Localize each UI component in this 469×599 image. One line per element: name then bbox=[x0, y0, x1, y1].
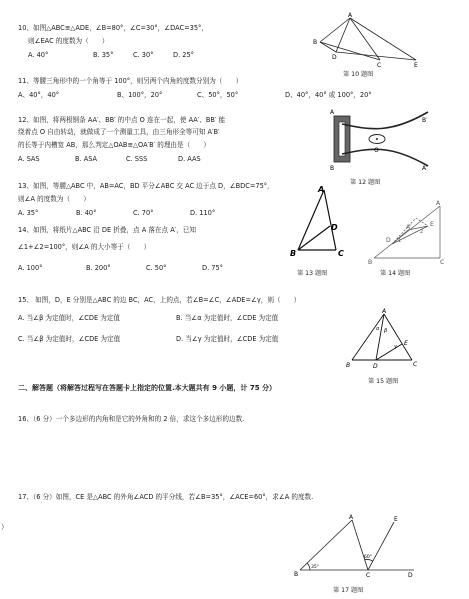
q17-label-d: D bbox=[408, 572, 413, 579]
q14-option-c: C. 50° bbox=[146, 264, 167, 272]
q11-line1: 11、等腰三角形中的一个角等于 100°，则另两个内角的度数分别为（ ） bbox=[18, 77, 243, 85]
q12-option-d: D. AAS bbox=[178, 155, 201, 163]
q17-label-e: E bbox=[394, 516, 398, 523]
q12-label-bprime: B′ bbox=[422, 117, 428, 124]
q13-option-a: A. 35° bbox=[18, 209, 39, 217]
q10-label-d: D bbox=[332, 54, 337, 61]
q13-label-a: A bbox=[318, 185, 325, 194]
q13-figure bbox=[288, 186, 348, 258]
q13-option-c: C. 70° bbox=[133, 209, 154, 217]
q13-option-b: B. 40° bbox=[76, 209, 97, 217]
q15-label-beta: β bbox=[384, 328, 388, 334]
q13-line1: 13、如图，等腰△ABC 中，AB=AC，BD 平分∠ABC 交 AC 边于点 D，∠BDC=75°， bbox=[18, 182, 274, 190]
q12-label-b: B bbox=[330, 165, 335, 172]
q15-label-e: E bbox=[404, 340, 408, 347]
q12-option-c: C. SSS bbox=[126, 155, 148, 163]
q17-angle-b: 35° bbox=[311, 565, 319, 570]
q12-label-o: O bbox=[374, 147, 379, 154]
q10-caption: 第 10 题图 bbox=[343, 71, 374, 78]
q14-label-b: B bbox=[368, 259, 373, 266]
q12-label-aprime: A′ bbox=[422, 165, 428, 172]
q15-label-gamma: γ bbox=[394, 344, 397, 350]
q15-label-a: A bbox=[382, 308, 387, 315]
q15-figure bbox=[346, 308, 426, 368]
q10-label-e: E bbox=[414, 62, 418, 69]
q13-line2: 则∠A 的度数为（ ） bbox=[18, 195, 90, 203]
q14-option-d: D. 75° bbox=[202, 264, 223, 272]
q14-label-aprime: A′ bbox=[406, 224, 412, 231]
q10-label-a: A bbox=[348, 12, 353, 19]
q14-label-2: 2 bbox=[420, 229, 424, 235]
q12-option-a: A. SAS bbox=[18, 155, 40, 163]
q10-figure bbox=[313, 12, 418, 69]
q15-line1: 15、 如图，D，E 分别是△ABC 的边 BC，AC，上的点，若∠B=∠C，∠ADE=∠γ，则（ ） bbox=[18, 296, 301, 304]
q17-figure bbox=[294, 512, 416, 579]
q10-option-a: A. 40° bbox=[28, 51, 49, 59]
q12-option-b: B. ASA bbox=[75, 155, 98, 163]
q13-label-d: D bbox=[331, 223, 338, 232]
q15-label-b: B bbox=[346, 362, 351, 369]
q10-option-c: C. 30° bbox=[133, 51, 154, 59]
q14-line1: 14、如图，将纸片△ABC 沿 DE 折叠，点 A 落在点 A′，已知 bbox=[18, 226, 197, 234]
q10-option-d: D. 25° bbox=[173, 51, 194, 59]
q11-option-c: C、50°，50° bbox=[197, 91, 239, 99]
q17-caption: 第 17 题图 bbox=[333, 587, 364, 594]
q13-label-b: B bbox=[290, 249, 297, 258]
q13-caption: 第 13 题图 bbox=[297, 270, 328, 277]
q13-label-c: C bbox=[338, 249, 344, 258]
q15-label-d: D bbox=[373, 363, 378, 370]
q15-option-d: D. 当∠γ 为定值时，∠CDE 为定值 bbox=[176, 335, 279, 343]
q10-line2: 则∠EAC 的度数为（ ） bbox=[28, 37, 109, 45]
q14-option-a: A. 100° bbox=[18, 264, 43, 272]
q15-label-alpha: α bbox=[376, 326, 380, 332]
q12-caption: 第 12 题图 bbox=[350, 179, 381, 186]
q17-label-c: C bbox=[366, 572, 371, 579]
q11-option-a: A、40°，40° bbox=[18, 91, 60, 99]
q10-label-b: B bbox=[313, 39, 318, 46]
q13-option-d: D. 110° bbox=[190, 209, 216, 217]
q14-line2: ∠1+∠2=100°，则∠A 的大小等于（ ） bbox=[18, 243, 151, 251]
q12-figure bbox=[330, 104, 430, 172]
q15-option-a: A. 当∠β 为定值时，∠CDE 为定值 bbox=[18, 314, 120, 322]
q11-option-d: D、40°，40° 或 100°，20° bbox=[285, 91, 372, 99]
q17-text: 17、（6 分）如图，CE 是△ABC 的外角∠ACD 的平分线，若∠B=35°，∠ACE=60°，求∠A 的度数. bbox=[18, 493, 314, 501]
q17-angle-ace: 60° bbox=[364, 555, 372, 560]
q12-line1: 12、如图，将两根钢条 AA′、BB′ 的中点 O 连在一起，使 AA′、BB′ 能 bbox=[18, 116, 226, 124]
q15-label-c: C bbox=[413, 361, 418, 368]
q16-text: 16、（6 分）一个多边形的内角和是它的外角和的 2 倍，求这个多边形的边数. bbox=[18, 415, 245, 423]
q14-label-a: A bbox=[436, 200, 441, 207]
q14-label-e: E bbox=[430, 221, 434, 228]
q14-option-b: B. 200° bbox=[86, 264, 111, 272]
section-2-heading: 二、解答题（将解答过程写在答题卡上指定的位置.本大题共有 9 小题，计 75 分） bbox=[18, 384, 277, 392]
q17-label-a: A bbox=[349, 514, 354, 521]
q10-label-c: C bbox=[377, 62, 382, 69]
q12-line3: 的长等于内槽宽 AB，那么判定△OAB≌△OA′B′ 的理由是（ ） bbox=[18, 141, 210, 149]
margin-mark: ） bbox=[1, 523, 8, 531]
q14-label-1: 1 bbox=[398, 238, 402, 244]
q14-label-c: C bbox=[440, 259, 445, 266]
q14-figure bbox=[368, 200, 452, 266]
q14-caption: 第 14 题图 bbox=[380, 270, 411, 277]
q12-line2: 绕着点 O 自由转动，就做成了一个测量工具，由三角形全等可知 A′B′ bbox=[18, 128, 220, 136]
q10-option-b: B. 35° bbox=[93, 51, 114, 59]
q12-label-a: A bbox=[330, 109, 335, 116]
q10-line1: 10、如图△ABC≌△ADE，∠B=80°，∠C=30°，∠DAC=35°， bbox=[18, 24, 208, 32]
q11-option-b: B、100°，20° bbox=[117, 91, 163, 99]
q15-option-c: C. 当∠β 为定值时，∠CDE 为定值 bbox=[18, 335, 121, 343]
q15-option-b: B. 当∠α 为定值时，∠CDE 为定值 bbox=[176, 314, 279, 322]
q15-caption: 第 15 题图 bbox=[368, 378, 399, 385]
q14-label-d: D bbox=[386, 237, 391, 244]
q17-label-b: B bbox=[294, 571, 299, 578]
